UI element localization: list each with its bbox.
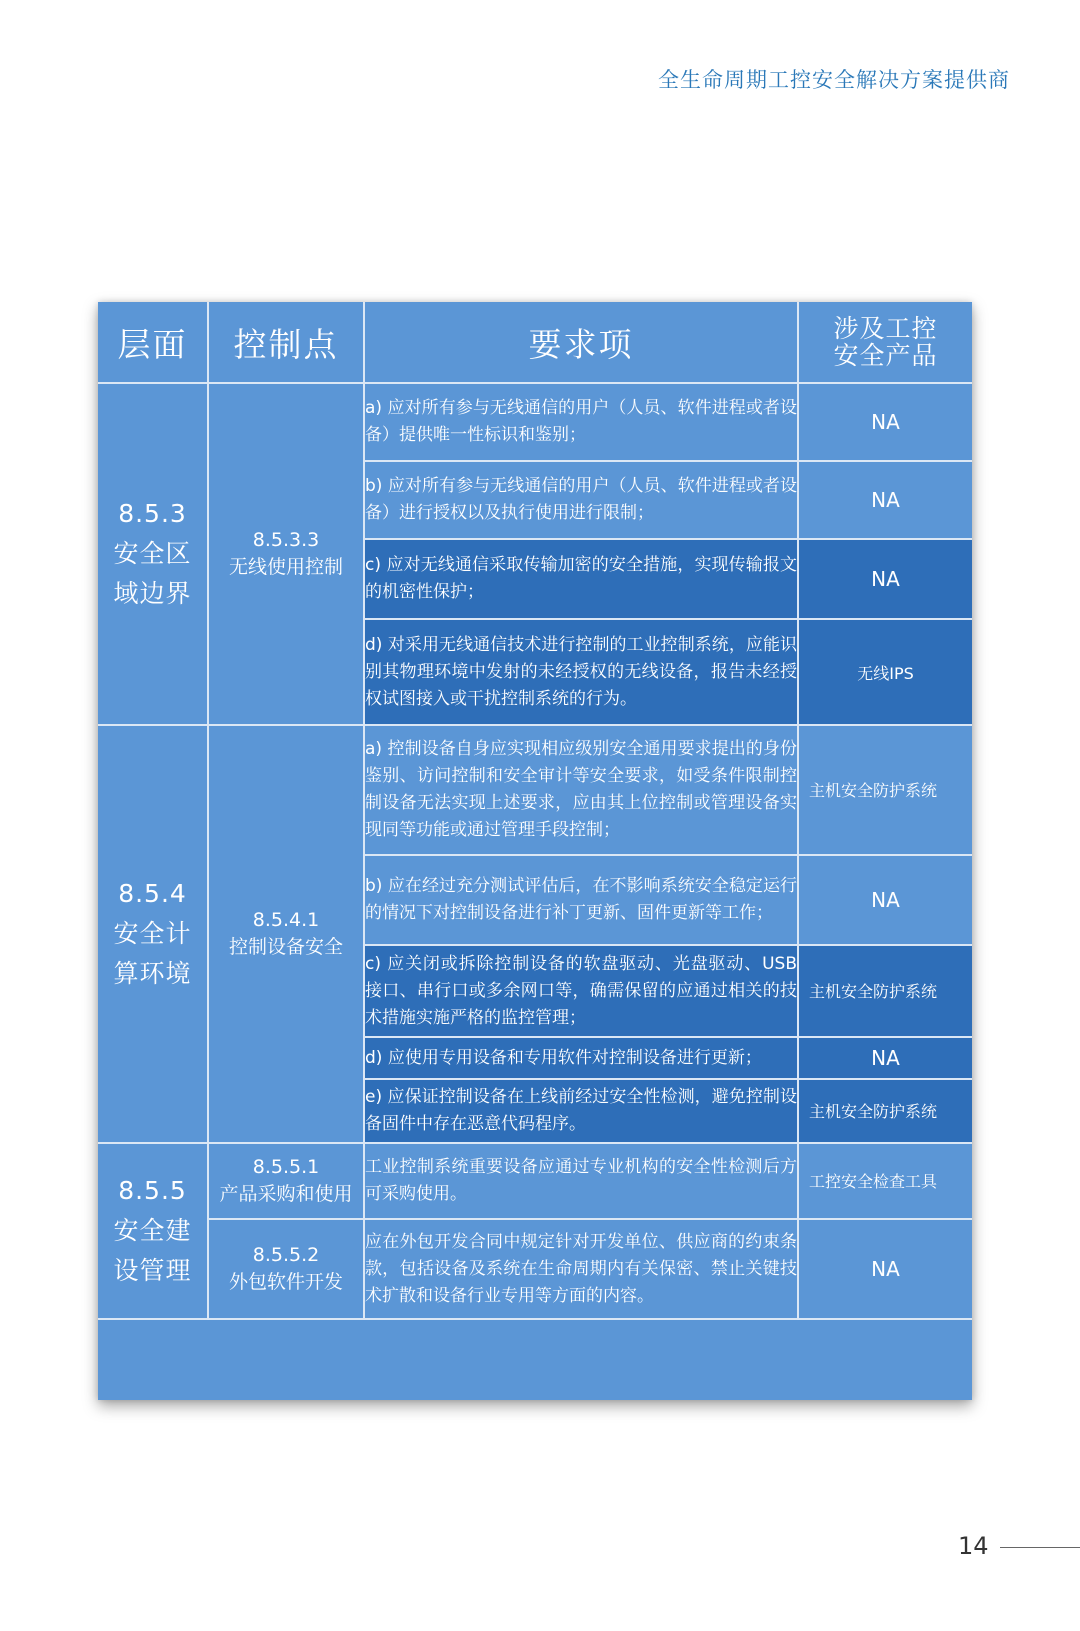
table-row — [98, 383, 972, 461]
table-row — [98, 1143, 972, 1219]
product-cell: NA — [798, 855, 972, 945]
control-point-line: 8.5.4.1 — [252, 909, 320, 931]
layer-line: 8.5.4 — [118, 879, 187, 908]
product-cell: NA — [798, 539, 972, 619]
products-header-line-2: 安全产品 — [833, 341, 938, 370]
control-point-line: 8.5.3.3 — [252, 529, 320, 551]
requirement-cell: b) 应对所有参与无线通信的用户（人员、软件进程或者设备）进行授权以及执行使用进行限制； — [364, 461, 798, 539]
requirement-cell: a) 控制设备自身应实现相应级别安全通用要求提出的身份鉴别、访问控制和安全审计等安全要求，如受条件限制控制设备无法实现上述要求，应由其上位控制或管理设备实现同等功能或通过管理手段控制； — [364, 725, 798, 855]
requirement-cell: 应在外包开发合同中规定针对开发单位、供应商的约束条款，包括设备及系统在生命周期内有关保密、禁止关键技术扩散和设备行业专用等方面的内容。 — [364, 1219, 798, 1319]
product-cell: NA — [798, 1219, 972, 1319]
control-point-line: 无线使用控制 — [228, 556, 343, 578]
table-row — [98, 725, 972, 855]
column-header-products — [798, 302, 972, 383]
product-cell: 主机安全防护系统 — [798, 945, 972, 1037]
layer-line: 设管理 — [113, 1256, 192, 1285]
product-cell: 无线IPS — [798, 619, 972, 725]
column-header-requirement: 要求项 — [364, 302, 798, 383]
requirement-cell: c) 应关闭或拆除控制设备的软盘驱动、光盘驱动、USB 接口、串行口或多余网口等，确需保留的应通过相关的技术措施实施严格的监控管理； — [364, 945, 798, 1037]
product-cell: NA — [798, 461, 972, 539]
requirement-cell: c) 应对无线通信采取传输加密的安全措施，实现传输报文的机密性保护； — [364, 539, 798, 619]
column-header-layer: 层面 — [98, 302, 208, 383]
requirement-cell: 工业控制系统重要设备应通过专业机构的安全性检测后方可采购使用。 — [364, 1143, 798, 1219]
requirements-table-panel — [98, 302, 972, 1400]
column-header-control-point: 控制点 — [208, 302, 364, 383]
layer-line: 域边界 — [113, 579, 192, 608]
product-cell: NA — [798, 1037, 972, 1079]
page-number-rule — [1000, 1547, 1080, 1548]
page-number: 14 — [958, 1532, 989, 1560]
product-cell: 主机安全防护系统 — [798, 1079, 972, 1143]
product-cell: 工控安全检查工具 — [798, 1143, 972, 1219]
requirements-table — [98, 302, 972, 1320]
layer-line: 8.5.5 — [118, 1176, 187, 1205]
table-row — [98, 1219, 972, 1319]
products-header-line-1: 涉及工控 — [833, 314, 938, 343]
layer-line: 8.5.3 — [118, 499, 187, 528]
requirement-cell: e) 应保证控制设备在上线前经过安全性检测，避免控制设备固件中存在恶意代码程序。 — [364, 1079, 798, 1143]
layer-cell-8-5-3 — [98, 383, 208, 725]
requirement-cell: b) 应在经过充分测试评估后，在不影响系统安全稳定运行的情况下对控制设备进行补丁更新、固件更新等工作； — [364, 855, 798, 945]
control-point-cell-8-5-5-1 — [208, 1143, 364, 1219]
layer-line: 安全计 — [113, 919, 192, 948]
layer-line: 算环境 — [113, 959, 192, 988]
layer-cell-8-5-4 — [98, 725, 208, 1143]
table-header-row — [98, 302, 972, 383]
layer-line: 安全建 — [113, 1216, 192, 1245]
product-cell: NA — [798, 383, 972, 461]
control-point-line: 8.5.5.1 — [252, 1156, 320, 1178]
control-point-line: 8.5.5.2 — [252, 1244, 320, 1266]
control-point-line: 产品采购和使用 — [219, 1183, 353, 1205]
control-point-line: 控制设备安全 — [228, 936, 343, 958]
control-point-line: 外包软件开发 — [228, 1271, 343, 1293]
layer-cell-8-5-5 — [98, 1143, 208, 1319]
control-point-cell-8-5-4-1 — [208, 725, 364, 1143]
control-point-cell-8-5-3-3 — [208, 383, 364, 725]
layer-line: 安全区 — [113, 539, 192, 568]
product-cell: 主机安全防护系统 — [798, 725, 972, 855]
requirement-cell: d) 对采用无线通信技术进行控制的工业控制系统，应能识别其物理环境中发射的未经授权的无线设备，报告未经授权试图接入或干扰控制系统的行为。 — [364, 619, 798, 725]
requirement-cell: d) 应使用专用设备和专用软件对控制设备进行更新； — [364, 1037, 798, 1079]
requirement-cell: a) 应对所有参与无线通信的用户（人员、软件进程或者设备）提供唯一性标识和鉴别； — [364, 383, 798, 461]
header-title: 全生命周期工控安全解决方案提供商 — [658, 68, 1010, 92]
control-point-cell-8-5-5-2 — [208, 1219, 364, 1319]
